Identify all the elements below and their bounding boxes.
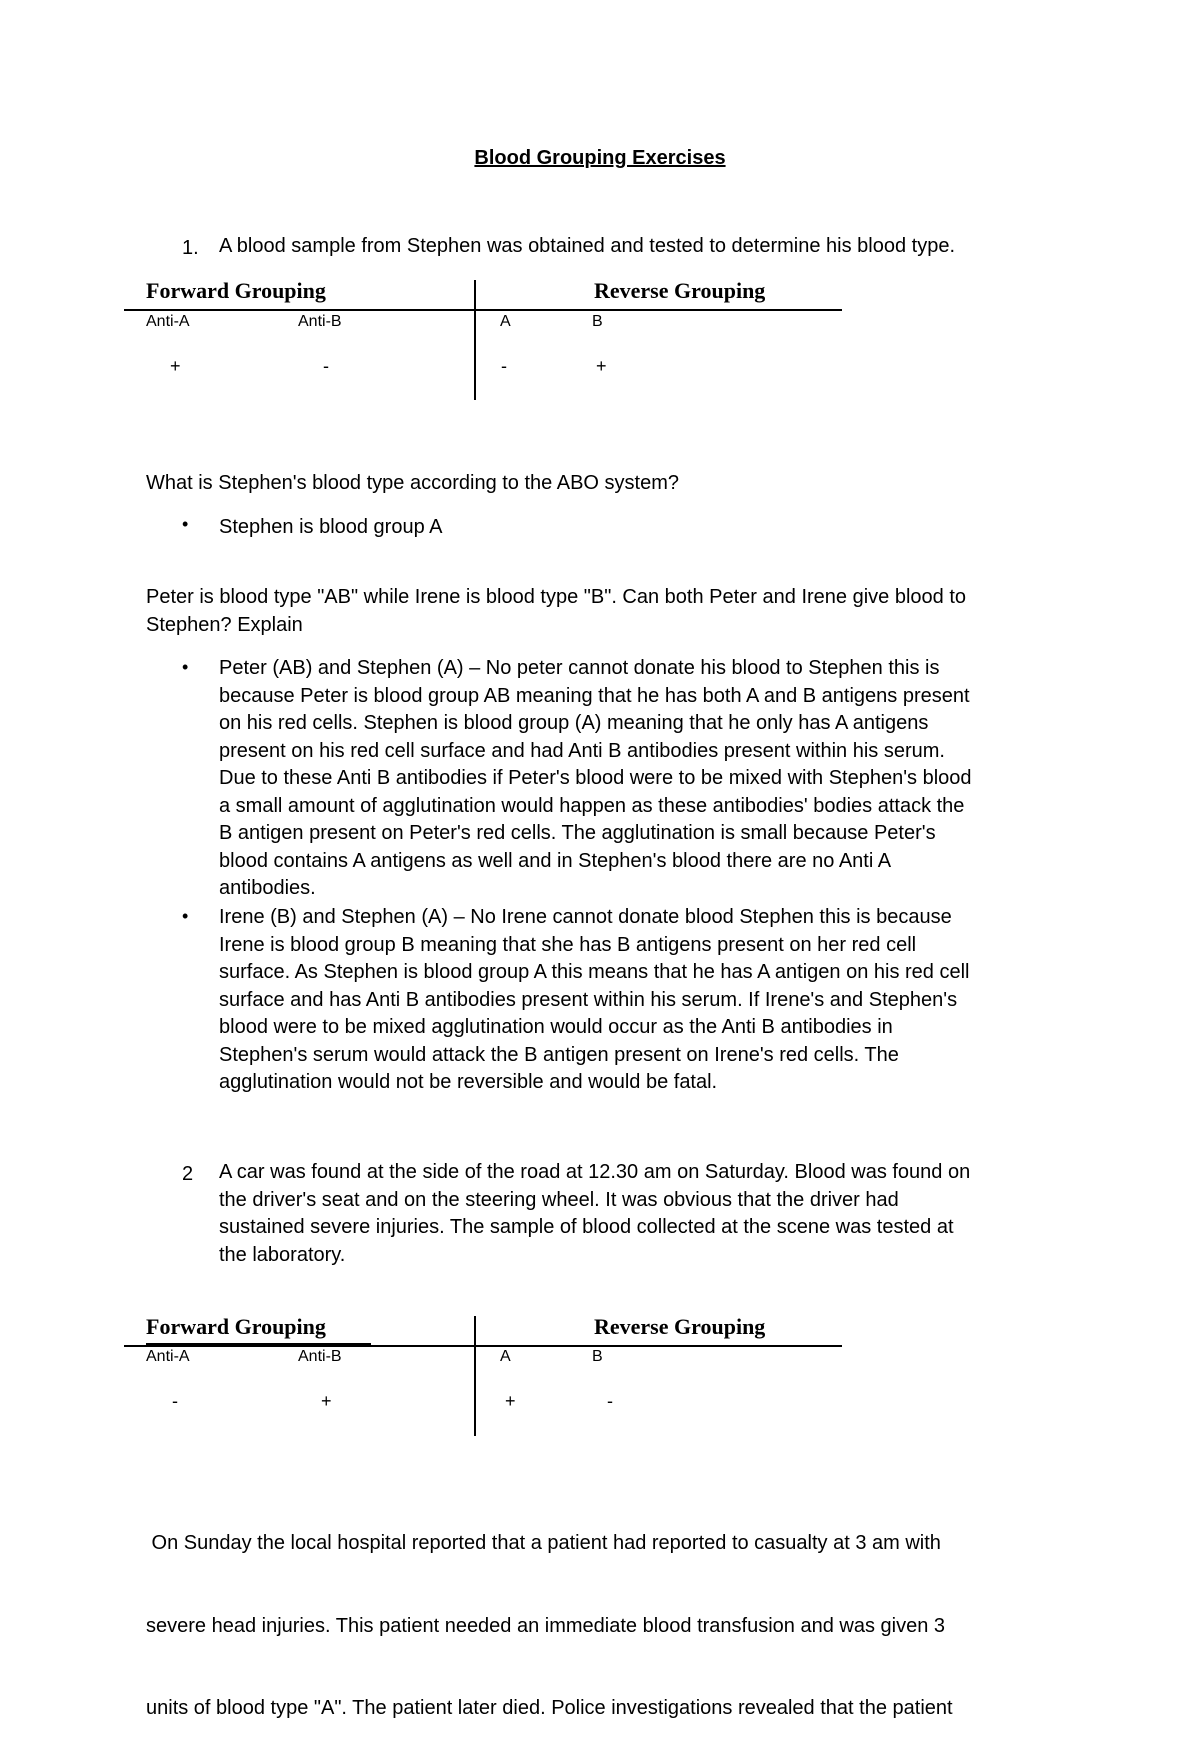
bullet-icon: • [182,906,189,926]
col-b-cells: B [592,1348,603,1365]
question-1-text: A blood sample from Stephen was obtained and tested to determine his blood type. [219,235,956,257]
col-anti-b: Anti-B [298,313,342,330]
bullet-icon: • [182,657,189,677]
question-2-paragraph: On Sunday the local hospital reported that a patient had reported to casualty at 3 am with severe head injuries. This patient needed an immediate blood transfusion and was given 3 units of blood type "A". The patient later died. Police investigations revealed that the patient [146,1532,953,1719]
table-2-divider [474,1316,476,1436]
answer-irene: Irene (B) and Stephen (A) – No Irene cannot donate blood Stephen this is because Irene is blood group B meaning that she has B antigens present on her red cell surface. As Stephen is blood group A this means that he has A antigen on his red cell surface and has Anti B antibodies present within his serum. If Irene's and Stephen's blood were to be mixed agglutination would occur as the Anti B antibodies in Stephen's serum would attack the B antigen present on Irene's red cells. The agglutination would not be reversible and would be fatal. [219,906,970,1093]
col-anti-b: Anti-B [298,1348,342,1365]
col-a-cells: A [500,313,511,330]
result-a-cells: + [505,1391,516,1411]
answer-peter: Peter (AB) and Stephen (A) – No peter cannot donate his blood to Stephen this is because Peter is blood group AB meaning that he has both A and B antigens present on his red cells. Stephen is blood group (A) meaning that he only has A antigens present on his red cell surface and had Anti B antibodies present within his serum. Due to these Anti B antibodies if Peter's blood were to be mixed with Stephen's blood a small amount of agglutination would happen as these antibodies' bodies attack the B antigen present on Peter's red cells. The agglutination is small because Peter's blood contains A antigens as well and in Stephen's blood there are no Anti A antibodies. [219,657,972,899]
result-anti-a: + [170,356,181,376]
col-anti-a: Anti-A [146,313,190,330]
question-1-number: 1. [182,237,199,259]
result-a-cells: - [501,356,507,376]
table-1-header-rule [124,309,842,311]
question-1b-text: Peter is blood type "AB" while Irene is blood type "B". Can both Peter and Irene give blood to Stephen? Explain [146,586,966,636]
forward-grouping-heading: Forward Grouping [146,278,326,303]
answer-1a-text: Stephen is blood group A [219,516,443,538]
result-b-cells: + [596,356,607,376]
reverse-grouping-heading: Reverse Grouping [594,278,766,303]
reverse-grouping-heading: Reverse Grouping [594,1314,766,1339]
col-anti-a: Anti-A [146,1348,190,1365]
col-b-cells: B [592,313,603,330]
forward-grouping-heading: Forward Grouping [146,1314,326,1339]
bullet-icon: • [182,514,189,534]
result-anti-b: + [321,1391,332,1411]
page-title: Blood Grouping Exercises [474,147,726,169]
result-b-cells: - [607,1391,613,1411]
question-2-number: 2 [182,1163,194,1185]
question-2-text: A car was found at the side of the road at 12.30 am on Saturday. Blood was found on the driver's seat and on the steering wheel. It was obvious that the driver had sustained severe injuries. The sample of blood collected at the scene was tested at the laboratory. [219,1161,971,1266]
result-anti-a: - [172,1391,178,1411]
result-anti-b: - [323,356,329,376]
question-1a-text: What is Stephen's blood type according to the ABO system? [146,472,679,494]
table-2-header-rule [124,1345,842,1347]
col-a-cells: A [500,1348,511,1365]
table-1-divider [474,280,476,400]
